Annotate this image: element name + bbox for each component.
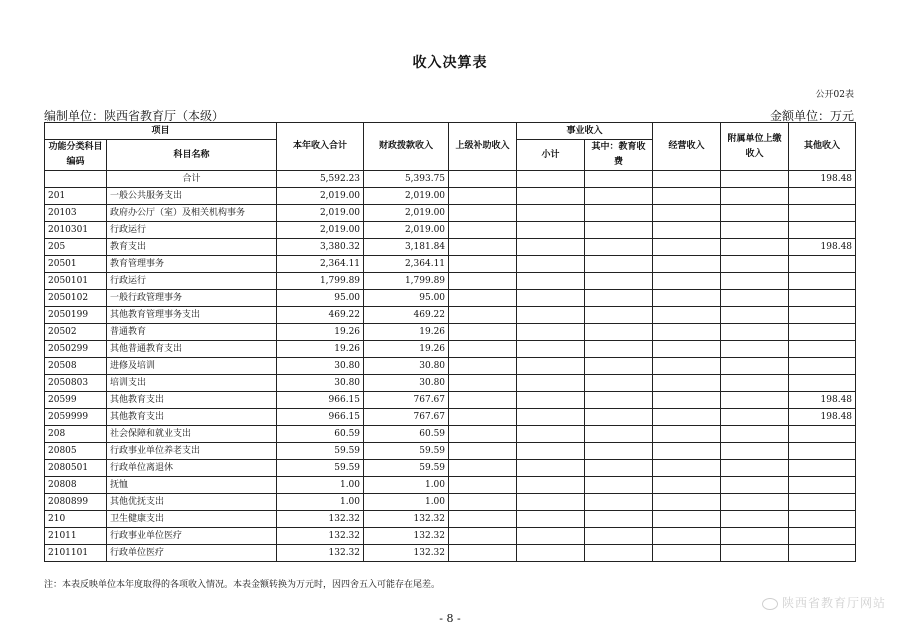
cell-operating: [653, 511, 721, 528]
cell-affiliated: [721, 443, 789, 460]
cell-fiscal: 59.59: [364, 460, 449, 477]
cell-edu-fee: [585, 205, 653, 222]
cell-fiscal: 132.32: [364, 511, 449, 528]
cell-edu-fee: [585, 188, 653, 205]
cell-superior: [449, 545, 517, 562]
cell-subject-name: 政府办公厅（室）及相关机构事务: [107, 205, 277, 222]
cell-func-code: 20805: [45, 443, 107, 460]
cell-fiscal: 1.00: [364, 494, 449, 511]
cell-fiscal: 1,799.89: [364, 273, 449, 290]
cell-other: [789, 358, 856, 375]
form-number: 公开02表: [815, 90, 854, 100]
header-fiscal: 财政拨款收入: [364, 123, 449, 171]
cell-other: 198.48: [789, 392, 856, 409]
cell-total-income: 2,019.00: [277, 222, 364, 239]
cell-other: [789, 256, 856, 273]
document-title: 收入决算表: [412, 55, 488, 71]
cell-subject-name: 行政事业单位医疗: [107, 528, 277, 545]
cell-fiscal: 132.32: [364, 528, 449, 545]
cell-func-code: 2080899: [45, 494, 107, 511]
cell-affiliated: [721, 341, 789, 358]
header-func-code: 功能分类科目编码: [45, 140, 107, 171]
table-row: [45, 409, 856, 426]
header-subtotal: 小计: [517, 140, 585, 171]
cell-total-income: 132.32: [277, 545, 364, 562]
cell-affiliated: [721, 375, 789, 392]
cell-operating: [653, 256, 721, 273]
cell-operating: [653, 375, 721, 392]
cell-superior: [449, 188, 517, 205]
cell-total-income: 966.15: [277, 409, 364, 426]
cell-operating: [653, 324, 721, 341]
cell-func-code: 20508: [45, 358, 107, 375]
table-row: [45, 239, 856, 256]
cell-operating: [653, 358, 721, 375]
cell-operating: [653, 426, 721, 443]
cell-other: [789, 511, 856, 528]
cell-edu-fee: [585, 273, 653, 290]
cell-other: [789, 341, 856, 358]
cell-fiscal: 2,019.00: [364, 188, 449, 205]
cell-fiscal: 767.67: [364, 392, 449, 409]
table-row: [45, 477, 856, 494]
cell-total-income: 966.15: [277, 392, 364, 409]
cell-affiliated: [721, 222, 789, 239]
cell-total-income: 19.26: [277, 341, 364, 358]
cell-affiliated: [721, 477, 789, 494]
cell-subject-name: 进修及培训: [107, 358, 277, 375]
cell-edu-fee: [585, 358, 653, 375]
cell-total-income: 30.80: [277, 375, 364, 392]
cell-subtotal: [517, 273, 585, 290]
cell-superior: [449, 443, 517, 460]
watermark-logo-icon: [762, 598, 778, 610]
cell-superior: [449, 494, 517, 511]
cell-operating: [653, 545, 721, 562]
cell-other: [789, 273, 856, 290]
cell-fiscal: 3,181.84: [364, 239, 449, 256]
cell-other: 198.48: [789, 239, 856, 256]
table-row: [45, 171, 856, 188]
cell-edu-fee: [585, 511, 653, 528]
header-other: 其他收入: [789, 123, 856, 171]
cell-superior: [449, 239, 517, 256]
table-row: [45, 494, 856, 511]
cell-subject-name: 教育管理事务: [107, 256, 277, 273]
cell-total-income: 2,364.11: [277, 256, 364, 273]
cell-edu-fee: [585, 307, 653, 324]
cell-superior: [449, 477, 517, 494]
cell-affiliated: [721, 324, 789, 341]
cell-affiliated: [721, 273, 789, 290]
cell-total-income: 469.22: [277, 307, 364, 324]
cell-total-income: 5,592.23: [277, 171, 364, 188]
cell-superior: [449, 341, 517, 358]
cell-total-income: 2,019.00: [277, 188, 364, 205]
cell-subtotal: [517, 477, 585, 494]
income-table: [44, 122, 856, 562]
table-row: [45, 205, 856, 222]
cell-func-code: 210: [45, 511, 107, 528]
cell-subtotal: [517, 307, 585, 324]
cell-func-code: 20808: [45, 477, 107, 494]
cell-affiliated: [721, 494, 789, 511]
cell-other: [789, 494, 856, 511]
cell-operating: [653, 443, 721, 460]
cell-other: 198.48: [789, 409, 856, 426]
table-row: [45, 273, 856, 290]
cell-subtotal: [517, 358, 585, 375]
cell-subtotal: [517, 375, 585, 392]
cell-func-code: 20502: [45, 324, 107, 341]
cell-subtotal: [517, 443, 585, 460]
cell-fiscal: 30.80: [364, 375, 449, 392]
table-row: [45, 460, 856, 477]
table-row: [45, 392, 856, 409]
cell-func-code: [45, 171, 107, 188]
cell-superior: [449, 171, 517, 188]
cell-affiliated: [721, 205, 789, 222]
table-row: [45, 290, 856, 307]
cell-subtotal: [517, 528, 585, 545]
cell-other: [789, 443, 856, 460]
cell-fiscal: 59.59: [364, 443, 449, 460]
cell-subject-name: 一般行政管理事务: [107, 290, 277, 307]
cell-func-code: 2050101: [45, 273, 107, 290]
table-body: [45, 171, 856, 562]
cell-total-income: 30.80: [277, 358, 364, 375]
cell-other: [789, 426, 856, 443]
header-superior: 上级补助收入: [449, 123, 517, 171]
cell-subject-name: 其他教育管理事务支出: [107, 307, 277, 324]
table-row: [45, 375, 856, 392]
table-row: [45, 358, 856, 375]
cell-superior: [449, 324, 517, 341]
header-edu-fee: 其中：教育收费: [585, 140, 653, 171]
cell-affiliated: [721, 409, 789, 426]
cell-superior: [449, 273, 517, 290]
cell-subject-name: 行政运行: [107, 222, 277, 239]
header-affiliated: 附属单位上缴收入: [721, 123, 789, 171]
cell-operating: [653, 307, 721, 324]
cell-func-code: 2080501: [45, 460, 107, 477]
cell-subject-name: 行政运行: [107, 273, 277, 290]
cell-total-income: 19.26: [277, 324, 364, 341]
cell-edu-fee: [585, 426, 653, 443]
cell-subject-name: 合计: [107, 171, 277, 188]
cell-edu-fee: [585, 290, 653, 307]
cell-func-code: 2101101: [45, 545, 107, 562]
cell-subject-name: 其他优抚支出: [107, 494, 277, 511]
cell-func-code: 20501: [45, 256, 107, 273]
cell-other: [789, 222, 856, 239]
cell-operating: [653, 188, 721, 205]
table-row: [45, 324, 856, 341]
cell-total-income: 59.59: [277, 460, 364, 477]
cell-superior: [449, 409, 517, 426]
cell-subtotal: [517, 256, 585, 273]
cell-affiliated: [721, 307, 789, 324]
header-item: 项目: [45, 123, 277, 140]
cell-other: [789, 477, 856, 494]
amount-unit: 金额单位：万元: [769, 109, 854, 123]
cell-total-income: 2,019.00: [277, 205, 364, 222]
cell-total-income: 132.32: [277, 528, 364, 545]
cell-edu-fee: [585, 528, 653, 545]
cell-subtotal: [517, 290, 585, 307]
cell-subject-name: 其他教育支出: [107, 409, 277, 426]
cell-operating: [653, 494, 721, 511]
cell-operating: [653, 273, 721, 290]
cell-superior: [449, 511, 517, 528]
cell-fiscal: 5,393.75: [364, 171, 449, 188]
cell-operating: [653, 171, 721, 188]
cell-total-income: 1.00: [277, 494, 364, 511]
table-row: [45, 545, 856, 562]
cell-edu-fee: [585, 375, 653, 392]
header-operating: 经营收入: [653, 123, 721, 171]
table-row: [45, 188, 856, 205]
cell-func-code: 21011: [45, 528, 107, 545]
cell-total-income: 1,799.89: [277, 273, 364, 290]
table-row: [45, 307, 856, 324]
table-row: [45, 443, 856, 460]
cell-operating: [653, 290, 721, 307]
cell-affiliated: [721, 256, 789, 273]
cell-edu-fee: [585, 443, 653, 460]
cell-superior: [449, 528, 517, 545]
cell-subject-name: 教育支出: [107, 239, 277, 256]
cell-other: [789, 188, 856, 205]
cell-superior: [449, 290, 517, 307]
table-row: [45, 222, 856, 239]
cell-subject-name: 一般公共服务支出: [107, 188, 277, 205]
cell-fiscal: 95.00: [364, 290, 449, 307]
cell-subject-name: 其他教育支出: [107, 392, 277, 409]
cell-subtotal: [517, 171, 585, 188]
cell-func-code: 2050102: [45, 290, 107, 307]
cell-edu-fee: [585, 341, 653, 358]
cell-edu-fee: [585, 409, 653, 426]
cell-subject-name: 培训支出: [107, 375, 277, 392]
cell-other: [789, 460, 856, 477]
cell-subtotal: [517, 409, 585, 426]
cell-edu-fee: [585, 392, 653, 409]
cell-total-income: 132.32: [277, 511, 364, 528]
cell-other: 198.48: [789, 171, 856, 188]
cell-edu-fee: [585, 239, 653, 256]
cell-superior: [449, 358, 517, 375]
cell-affiliated: [721, 188, 789, 205]
cell-affiliated: [721, 511, 789, 528]
cell-edu-fee: [585, 460, 653, 477]
cell-subtotal: [517, 205, 585, 222]
compiling-unit: 编制单位：陕西省教育厅（本级）: [44, 109, 225, 123]
cell-func-code: 20599: [45, 392, 107, 409]
cell-subtotal: [517, 188, 585, 205]
cell-fiscal: 2,019.00: [364, 222, 449, 239]
cell-affiliated: [721, 392, 789, 409]
table-row: [45, 426, 856, 443]
cell-operating: [653, 392, 721, 409]
cell-subject-name: 行政事业单位养老支出: [107, 443, 277, 460]
header-subject-name: 科目名称: [107, 140, 277, 171]
cell-subject-name: 卫生健康支出: [107, 511, 277, 528]
cell-fiscal: 1.00: [364, 477, 449, 494]
cell-subject-name: 行政单位医疗: [107, 545, 277, 562]
cell-subtotal: [517, 460, 585, 477]
cell-operating: [653, 239, 721, 256]
cell-affiliated: [721, 358, 789, 375]
cell-other: [789, 528, 856, 545]
cell-fiscal: 2,364.11: [364, 256, 449, 273]
cell-affiliated: [721, 528, 789, 545]
cell-operating: [653, 205, 721, 222]
cell-superior: [449, 375, 517, 392]
footnote: 注：本表反映单位本年度取得的各项收入情况。本表金额转换为万元时，因四舍五入可能存在尾差。: [44, 580, 441, 590]
cell-superior: [449, 307, 517, 324]
cell-subtotal: [517, 341, 585, 358]
site-watermark: [762, 594, 886, 611]
cell-subtotal: [517, 239, 585, 256]
cell-edu-fee: [585, 222, 653, 239]
cell-fiscal: 60.59: [364, 426, 449, 443]
cell-operating: [653, 409, 721, 426]
cell-fiscal: 469.22: [364, 307, 449, 324]
cell-superior: [449, 392, 517, 409]
cell-affiliated: [721, 545, 789, 562]
cell-fiscal: 19.26: [364, 324, 449, 341]
cell-operating: [653, 460, 721, 477]
cell-subtotal: [517, 392, 585, 409]
cell-affiliated: [721, 290, 789, 307]
cell-subject-name: 其他普通教育支出: [107, 341, 277, 358]
cell-fiscal: 767.67: [364, 409, 449, 426]
table-row: [45, 528, 856, 545]
cell-fiscal: 2,019.00: [364, 205, 449, 222]
table-row: [45, 341, 856, 358]
cell-func-code: 205: [45, 239, 107, 256]
cell-edu-fee: [585, 545, 653, 562]
cell-affiliated: [721, 239, 789, 256]
cell-affiliated: [721, 171, 789, 188]
cell-total-income: 60.59: [277, 426, 364, 443]
cell-func-code: 201: [45, 188, 107, 205]
cell-edu-fee: [585, 324, 653, 341]
cell-subtotal: [517, 222, 585, 239]
cell-func-code: 2059999: [45, 409, 107, 426]
cell-superior: [449, 426, 517, 443]
cell-affiliated: [721, 460, 789, 477]
cell-superior: [449, 222, 517, 239]
cell-func-code: 2050199: [45, 307, 107, 324]
cell-total-income: 95.00: [277, 290, 364, 307]
cell-total-income: 3,380.32: [277, 239, 364, 256]
cell-operating: [653, 222, 721, 239]
cell-subtotal: [517, 511, 585, 528]
cell-func-code: 2010301: [45, 222, 107, 239]
cell-total-income: 1.00: [277, 477, 364, 494]
cell-other: [789, 324, 856, 341]
cell-edu-fee: [585, 256, 653, 273]
cell-func-code: 20103: [45, 205, 107, 222]
cell-other: [789, 205, 856, 222]
cell-fiscal: 19.26: [364, 341, 449, 358]
page-number: - 8 -: [439, 612, 461, 625]
table-header: [45, 123, 856, 171]
header-business: 事业收入: [517, 123, 653, 140]
cell-func-code: 2050299: [45, 341, 107, 358]
cell-subject-name: 行政单位离退休: [107, 460, 277, 477]
table-row: [45, 511, 856, 528]
header-total-income: 本年收入合计: [277, 123, 364, 171]
cell-total-income: 59.59: [277, 443, 364, 460]
cell-subtotal: [517, 324, 585, 341]
cell-subtotal: [517, 545, 585, 562]
cell-operating: [653, 477, 721, 494]
cell-edu-fee: [585, 477, 653, 494]
cell-subtotal: [517, 426, 585, 443]
cell-edu-fee: [585, 494, 653, 511]
cell-affiliated: [721, 426, 789, 443]
cell-func-code: 2050803: [45, 375, 107, 392]
cell-fiscal: 30.80: [364, 358, 449, 375]
cell-fiscal: 132.32: [364, 545, 449, 562]
cell-superior: [449, 205, 517, 222]
cell-operating: [653, 341, 721, 358]
cell-other: [789, 290, 856, 307]
cell-superior: [449, 460, 517, 477]
cell-subject-name: 社会保障和就业支出: [107, 426, 277, 443]
cell-func-code: 208: [45, 426, 107, 443]
cell-edu-fee: [585, 171, 653, 188]
cell-subject-name: 抚恤: [107, 477, 277, 494]
table-row: [45, 256, 856, 273]
watermark-text: 陕西省教育厅网站: [781, 596, 886, 610]
cell-subtotal: [517, 494, 585, 511]
cell-superior: [449, 256, 517, 273]
cell-operating: [653, 528, 721, 545]
cell-other: [789, 545, 856, 562]
cell-other: [789, 307, 856, 324]
cell-subject-name: 普通教育: [107, 324, 277, 341]
cell-other: [789, 375, 856, 392]
